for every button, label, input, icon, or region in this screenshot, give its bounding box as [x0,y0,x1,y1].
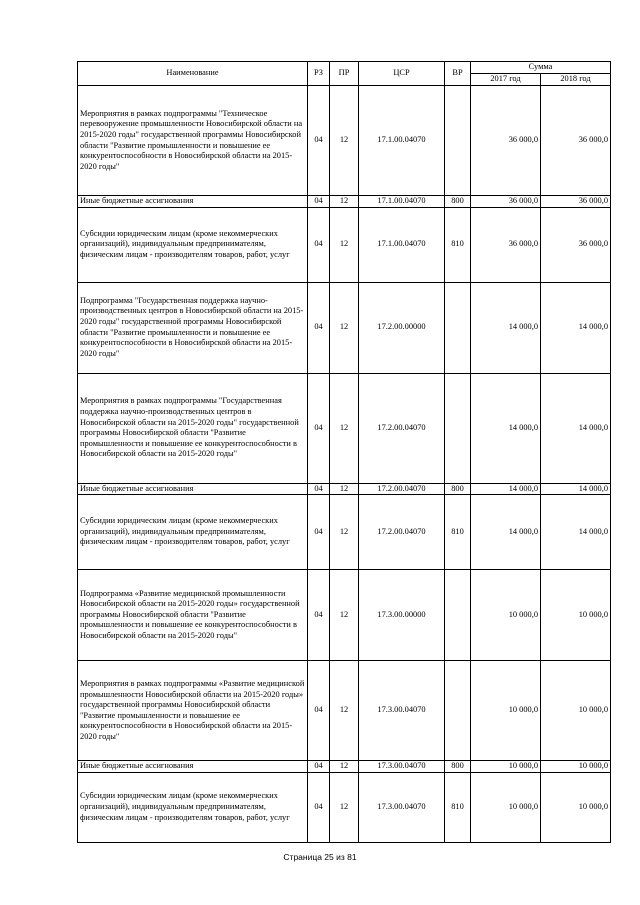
table-row [78,570,611,661]
row-sum-2017: 10 000,0 [471,570,541,661]
row-rz: 04 [308,282,330,373]
row-csr: 17.3.00.04070 [359,772,445,842]
row-name: Мероприятия в рамках подпрограммы "Государственная поддержка научно-производственных центров в Новосибирской области на 2015-2020 годы" государственной программы Новосибирской области "Развитие промышленности и повышение ее конкурентоспособности в Новосибирской области на 2015-2020 годы" [78,373,308,483]
row-sum-2017: 10 000,0 [471,772,541,842]
row-pr: 12 [330,495,359,570]
row-sum-2018: 14 000,0 [541,495,611,570]
row-sum-2018: 14 000,0 [541,373,611,483]
row-name: Подпрограмма "Государственная поддержка научно-производственных центров в Новосибирской области на 2015-2020 годы" государственной программы Новосибирской области "Развитие промышленности и повышение ее конкурентоспособности в Новосибирской области на 2015-2020 годы" [78,282,308,373]
row-csr: 17.1.00.04070 [359,207,445,282]
row-pr: 12 [330,772,359,842]
row-vr: 800 [445,483,471,495]
row-csr: 17.1.00.04070 [359,196,445,208]
row-vr [445,282,471,373]
row-sum-2018: 10 000,0 [541,570,611,661]
row-sum-2018: 10 000,0 [541,761,611,773]
table-row [78,196,611,208]
row-rz: 04 [308,196,330,208]
row-name: Субсидии юридическим лицам (кроме некоммерческих организаций), индивидуальным предпринимателям, физическим лицам - производителям товаров, работ, услуг [78,207,308,282]
header-vr: ВР [445,62,471,86]
table-row [78,661,611,761]
row-pr: 12 [330,661,359,761]
table-body [78,86,611,843]
row-rz: 04 [308,661,330,761]
page-number: Страница 25 из 81 [283,852,357,862]
row-vr: 800 [445,196,471,208]
row-vr: 810 [445,495,471,570]
header-2017: 2017 год [471,74,541,86]
budget-table-page [77,61,610,843]
row-sum-2018: 36 000,0 [541,86,611,196]
row-csr: 17.2.00.04070 [359,483,445,495]
table-row [78,772,611,842]
table-row [78,483,611,495]
header-pr: ПР [330,62,359,86]
row-csr: 17.3.00.00000 [359,570,445,661]
row-vr: 800 [445,761,471,773]
header-2018: 2018 год [541,74,611,86]
row-name: Мероприятия в рамках подпрограммы «Развитие медицинской промышленности Новосибирской области на 2015-2020 годы» государственной программы Новосибирской области "Развитие промышленности и повышение ее конкурентоспособности в Новосибирской области на 2015-2020 годы" [78,661,308,761]
row-pr: 12 [330,86,359,196]
header-csr: ЦСР [359,62,445,86]
row-name: Иные бюджетные ассигнования [78,483,308,495]
row-pr: 12 [330,373,359,483]
row-vr: 810 [445,772,471,842]
row-name: Мероприятия в рамках подпрограммы "Техническое перевооружение промышленности Новосибирской области на 2015-2020 годы" государственной программы Новосибирской области "Развитие промышленности и повышение ее конкурентоспособности в Новосибирской области на 2015-2020 годы" [78,86,308,196]
row-csr: 17.1.00.04070 [359,86,445,196]
row-pr: 12 [330,207,359,282]
row-csr: 17.2.00.00000 [359,282,445,373]
row-name: Субсидии юридическим лицам (кроме некоммерческих организаций), индивидуальным предпринимателям, физическим лицам - производителям товаров, работ, услуг [78,772,308,842]
table-row [78,282,611,373]
row-rz: 04 [308,373,330,483]
header-sum: Сумма [471,62,611,74]
row-sum-2018: 14 000,0 [541,282,611,373]
row-name: Иные бюджетные ассигнования [78,761,308,773]
row-sum-2018: 14 000,0 [541,483,611,495]
row-rz: 04 [308,86,330,196]
row-rz: 04 [308,570,330,661]
table-row [78,373,611,483]
row-sum-2017: 14 000,0 [471,282,541,373]
row-sum-2017: 36 000,0 [471,207,541,282]
budget-table [77,61,611,843]
row-pr: 12 [330,196,359,208]
row-csr: 17.2.00.04070 [359,495,445,570]
row-pr: 12 [330,282,359,373]
row-sum-2018: 10 000,0 [541,772,611,842]
row-sum-2017: 10 000,0 [471,661,541,761]
row-sum-2017: 14 000,0 [471,483,541,495]
table-row [78,86,611,196]
row-sum-2017: 14 000,0 [471,495,541,570]
row-sum-2017: 36 000,0 [471,196,541,208]
row-vr: 810 [445,207,471,282]
row-csr: 17.3.00.04070 [359,661,445,761]
row-name: Подпрограмма «Развитие медицинской промышленности Новосибирской области на 2015-2020 годы» государственной программы Новосибирской области "Развитие промышленности и повышение ее конкурентоспособности в Новосибирской области на 2015-2020 годы" [78,570,308,661]
table-row [78,207,611,282]
row-vr [445,86,471,196]
row-rz: 04 [308,483,330,495]
row-name: Субсидии юридическим лицам (кроме некоммерческих организаций), индивидуальным предпринимателям, физическим лицам - производителям товаров, работ, услуг [78,495,308,570]
row-rz: 04 [308,495,330,570]
row-pr: 12 [330,761,359,773]
row-vr [445,373,471,483]
row-sum-2018: 36 000,0 [541,207,611,282]
row-sum-2017: 36 000,0 [471,86,541,196]
row-rz: 04 [308,207,330,282]
row-rz: 04 [308,761,330,773]
row-rz: 04 [308,772,330,842]
row-csr: 17.2.00.04070 [359,373,445,483]
row-vr [445,661,471,761]
table-row [78,761,611,773]
row-name: Иные бюджетные ассигнования [78,196,308,208]
table-row [78,495,611,570]
row-csr: 17.3.00.04070 [359,761,445,773]
header-name: Наименование [78,62,308,86]
row-pr: 12 [330,483,359,495]
header-rz: РЗ [308,62,330,86]
row-sum-2017: 14 000,0 [471,373,541,483]
row-pr: 12 [330,570,359,661]
row-sum-2018: 10 000,0 [541,661,611,761]
row-sum-2017: 10 000,0 [471,761,541,773]
row-sum-2018: 36 000,0 [541,196,611,208]
row-vr [445,570,471,661]
